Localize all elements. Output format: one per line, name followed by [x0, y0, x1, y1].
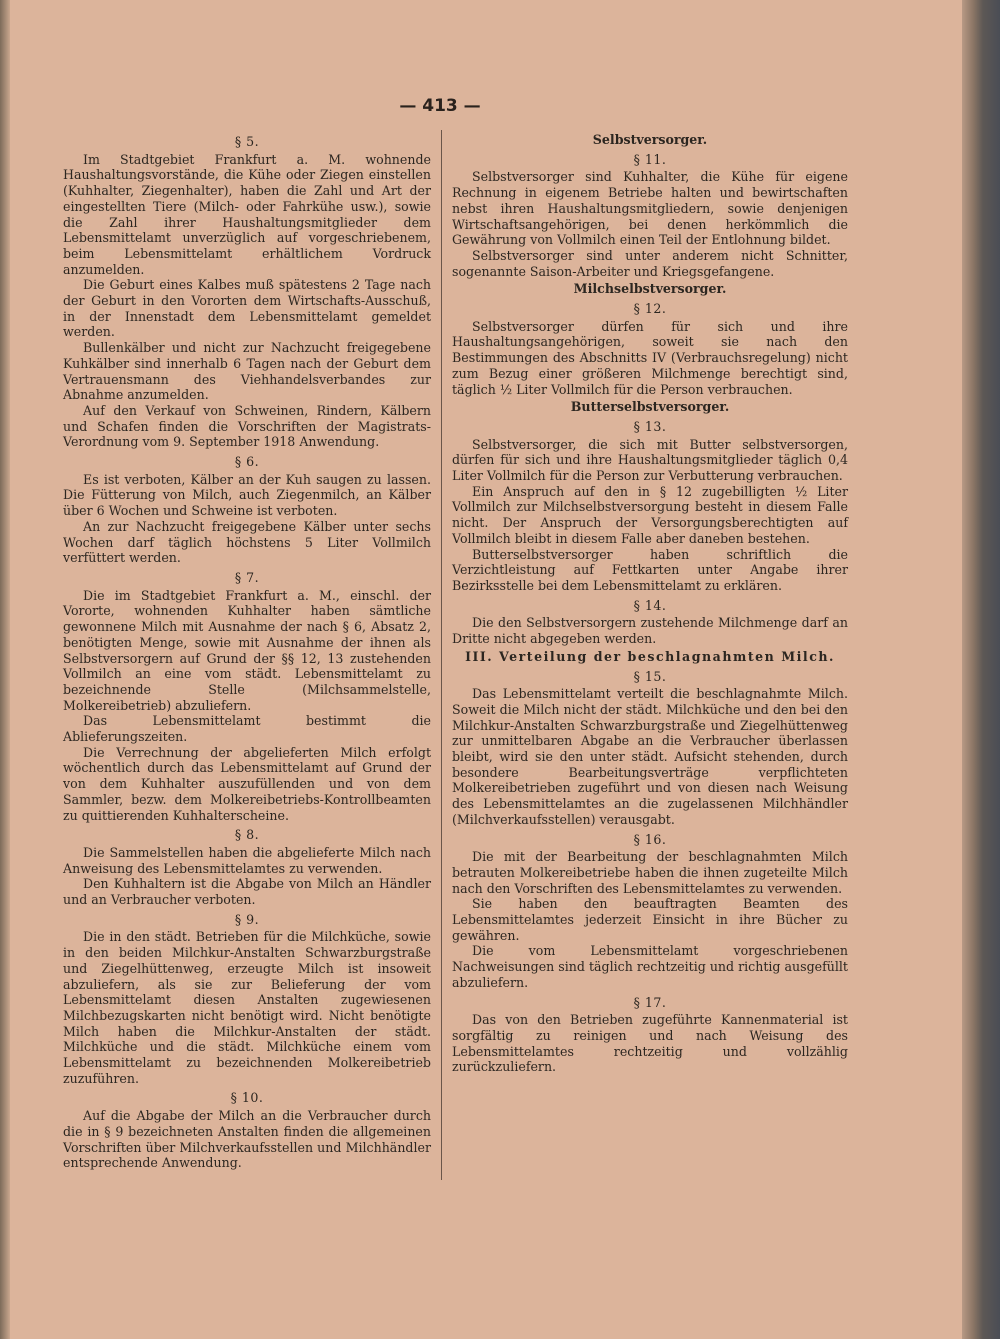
paragraph: Im Stadtgebiet Frankfurt a. M. wohnende Haushaltungsvorstände, die Kühe oder Ziegen einstellen (Kuhhalter, Ziegenhalter), haben die Zahl und Art der eingestellten Tiere (Milch- oder Fahrkühe usw.), sowie die Zahl ihrer Haushaltungsmitglieder dem Lebensmittelamt unverzüglich auf vorgeschriebenem, beim Lebensmittelamt erhältlichem Vordruck anzumelden. — [63, 151, 431, 277]
section-number: § 8. — [234, 827, 260, 843]
section-number: § 16. — [633, 831, 667, 847]
section-number: § 17. — [633, 994, 667, 1010]
section-heading: Butterselbstversorger. — [570, 399, 730, 415]
section-number: § 14. — [633, 597, 667, 613]
paragraph: Butterselbstversorger haben schriftlich die Verzichtleistung auf Fettkarten unter Angabe ihrer Bezirksstelle bei dem Lebensmittelamt zu erklären. — [452, 546, 848, 593]
paragraph: Die Geburt eines Kalbes muß spätestens 2 Tage nach der Geburt in den Vororten dem Wirtschafts-Ausschuß, in der Innenstadt dem Lebensmittelamt gemeldet werden. — [63, 277, 431, 340]
paragraph: Die im Stadtgebiet Frankfurt a. M., einschl. der Vororte, wohnenden Kuhhalter haben sämtliche gewonnene Milch mit Ausnahme der nach § 6, Absatz 2, benötigten Menge, sowie mit Ausnahme der ihnen als Selbstversorgern auf Grund der §§ 12, 13 zustehenden Vollmilch an eine vom städt. Lebensmittelamt zu bezeichnende Stelle (Milchsammelstelle, Molkereibetrieb) abzuliefern. — [63, 587, 431, 713]
column-divider — [441, 130, 442, 1180]
section-number: § 12. — [633, 301, 667, 317]
section-heading: Milchselbstversorger. — [573, 281, 727, 297]
section-number: § 6. — [234, 454, 260, 470]
section-number: § 9. — [234, 911, 260, 927]
paragraph: Auf den Verkauf von Schweinen, Rindern, Kälbern und Schafen finden die Vorschriften der Magistrats-Verordnung vom 9. September 1918 Anwendung. — [63, 402, 431, 450]
paragraph: Das Lebensmittelamt bestimmt die Ablieferungszeiten. — [63, 713, 431, 745]
paragraph: Es ist verboten, Kälber an der Kuh saugen zu lassen. Die Fütterung von Milch, auch Ziegenmilch, an Kälber über 6 Wochen und Schweine ist verboten. — [63, 471, 431, 519]
section-heading: Selbstversorger. — [592, 132, 708, 147]
book-spine — [962, 0, 1000, 1339]
page-number: — 413 — — [399, 96, 481, 116]
paragraph: Sie haben den beauftragten Beamten des Lebensmittelamtes jederzeit Einsicht in ihre Bücher zu gewähren. — [452, 896, 848, 943]
paragraph: An zur Nachzucht freigegebene Kälber unter sechs Wochen darf täglich höchstens 5 Liter Vollmilch verfüttert werden. — [63, 518, 431, 566]
left-column — [63, 130, 431, 1171]
section-number: § 10. — [230, 1090, 264, 1106]
section-number: § 15. — [633, 668, 667, 684]
paragraph: Die Sammelstellen haben die abgelieferte Milch nach Anweisung des Lebensmittelamtes zu verwenden. — [63, 844, 431, 876]
paragraph: Die den Selbstversorgern zustehende Milchmenge darf an Dritte nicht abgegeben werden. — [452, 615, 848, 647]
paragraph: Das von den Betrieben zugeführte Kannenmaterial ist sorgfältig zu reinigen und nach Weisung des Lebensmittelamtes rechtzeitig und vollzählig zurückzuliefern. — [452, 1012, 848, 1075]
page-left-edge — [0, 0, 10, 1339]
section-number: § 7. — [234, 569, 260, 585]
paragraph: Selbstversorger dürfen für sich und ihre Haushaltungsangehörigen, soweit sie nach den Bestimmungen des Abschnitts IV (Verbrauchsregelung) nicht zum Bezug einer größeren Milchmenge berechtigt sind, täglich ½ Liter Vollmilch für die Person verbrauchen. — [452, 318, 848, 397]
section-heading: III. Verteilung der beschlagnahmten Milch. — [465, 648, 835, 664]
paragraph: Die vom Lebensmittelamt vorgeschriebenen Nachweisungen sind täglich rechtzeitig und richtig ausgefüllt abzuliefern. — [452, 943, 848, 990]
paragraph: Den Kuhhaltern ist die Abgabe von Milch an Händler und an Verbraucher verboten. — [63, 876, 431, 908]
paragraph: Die Verrechnung der abgelieferten Milch erfolgt wöchentlich durch das Lebensmittelamt auf Grund der von dem Kuhhalter auszufüllenden und von dem Sammler, bezw. dem Molkereibetriebs-Kontrollbeamten zu quittierenden Kuhhalterscheine. — [63, 744, 431, 823]
paragraph: Selbstversorger sind unter anderem nicht Schnitter, sogenannte Saison-Arbeiter und Kriegsgefangene. — [452, 247, 848, 279]
right-column — [452, 130, 848, 1075]
paragraph: Die in den städt. Betrieben für die Milchküche, sowie in den beiden Milchkur-Anstalten Schwarzburgstraße und Ziegelhüttenweg, erzeugte Milch ist insoweit abzuliefern, als sie zur Belieferung der vom Lebensmittelamt diesen Anstalten zugewiesenen Milchbezugskarten nicht benötigt wird. Nicht benötigte Milch haben die Milchkur-Anstalten der städt. Milchküche und die städt. Milchküche einem vom Lebensmittelamt zu bezeichnenden Molkereibetrieb zuzuführen. — [63, 929, 431, 1086]
paragraph: Selbstversorger sind Kuhhalter, die Kühe für eigene Rechnung in eigenem Betriebe halten und bewirtschaften nebst ihren Haushaltungsmitgliedern, sowie denjenigen Wirtschaftsangehörigen, bei denen herkömmlich die Gewährung von Vollmilch einen Teil der Entlohnung bildet. — [452, 169, 848, 248]
section-number: § 13. — [633, 418, 667, 434]
paragraph: Selbstversorger, die sich mit Butter selbstversorgen, dürfen für sich und ihre Haushaltungsmitglieder täglich 0,4 Liter Vollmilch für die Person zur Verbutterung verbrauchen. — [452, 436, 848, 484]
paragraph: Ein Anspruch auf den in § 12 zugebilligten ½ Liter Vollmilch zur Milchselbstversorgung besteht in diesem Falle nicht. Der Anspruch der Versorgungsberechtigten auf Vollmilch bleibt in diesem Falle aber daneben bestehen. — [452, 483, 848, 546]
paragraph: Auf die Abgabe der Milch an die Verbraucher durch die in § 9 bezeichneten Anstalten finden die allgemeinen Vorschriften über Milchverkaufsstellen und Milchhändler entsprechende Anwendung. — [63, 1108, 431, 1171]
paragraph: Die mit der Bearbeitung der beschlagnahmten Milch betrauten Molkereibetriebe haben die ihnen zugeteilte Milch nach den Vorschriften des Lebensmittelamtes zu verwenden. — [452, 849, 848, 896]
paragraph: Bullenkälber und nicht zur Nachzucht freigegebene Kuhkälber sind innerhalb 6 Tagen nach der Geburt dem Vertrauensmann des Viehhandelsverbandes zur Abnahme anzumelden. — [63, 340, 431, 403]
section-number: § 5. — [234, 134, 260, 149]
section-number: § 11. — [633, 151, 667, 167]
paragraph: Das Lebensmittelamt verteilt die beschlagnahmte Milch. Soweit die Milch nicht der städt. Milchküche und den bei den Milchkur-Anstalten Schwarzburgstraße und Ziegelhüttenweg zur unmittelbaren Abgabe an die Verbraucher überlassen bleibt, wird sie den unter städt. Aufsicht stehenden, durch besondere Bearbeitungsverträge verpflichteten Molkereibetrieben zugeführt und von diesen nach Weisung des Lebensmittelamtes an die zugelassenen Milchhändler (Milchverkaufsstellen) verausgabt. — [452, 686, 848, 827]
